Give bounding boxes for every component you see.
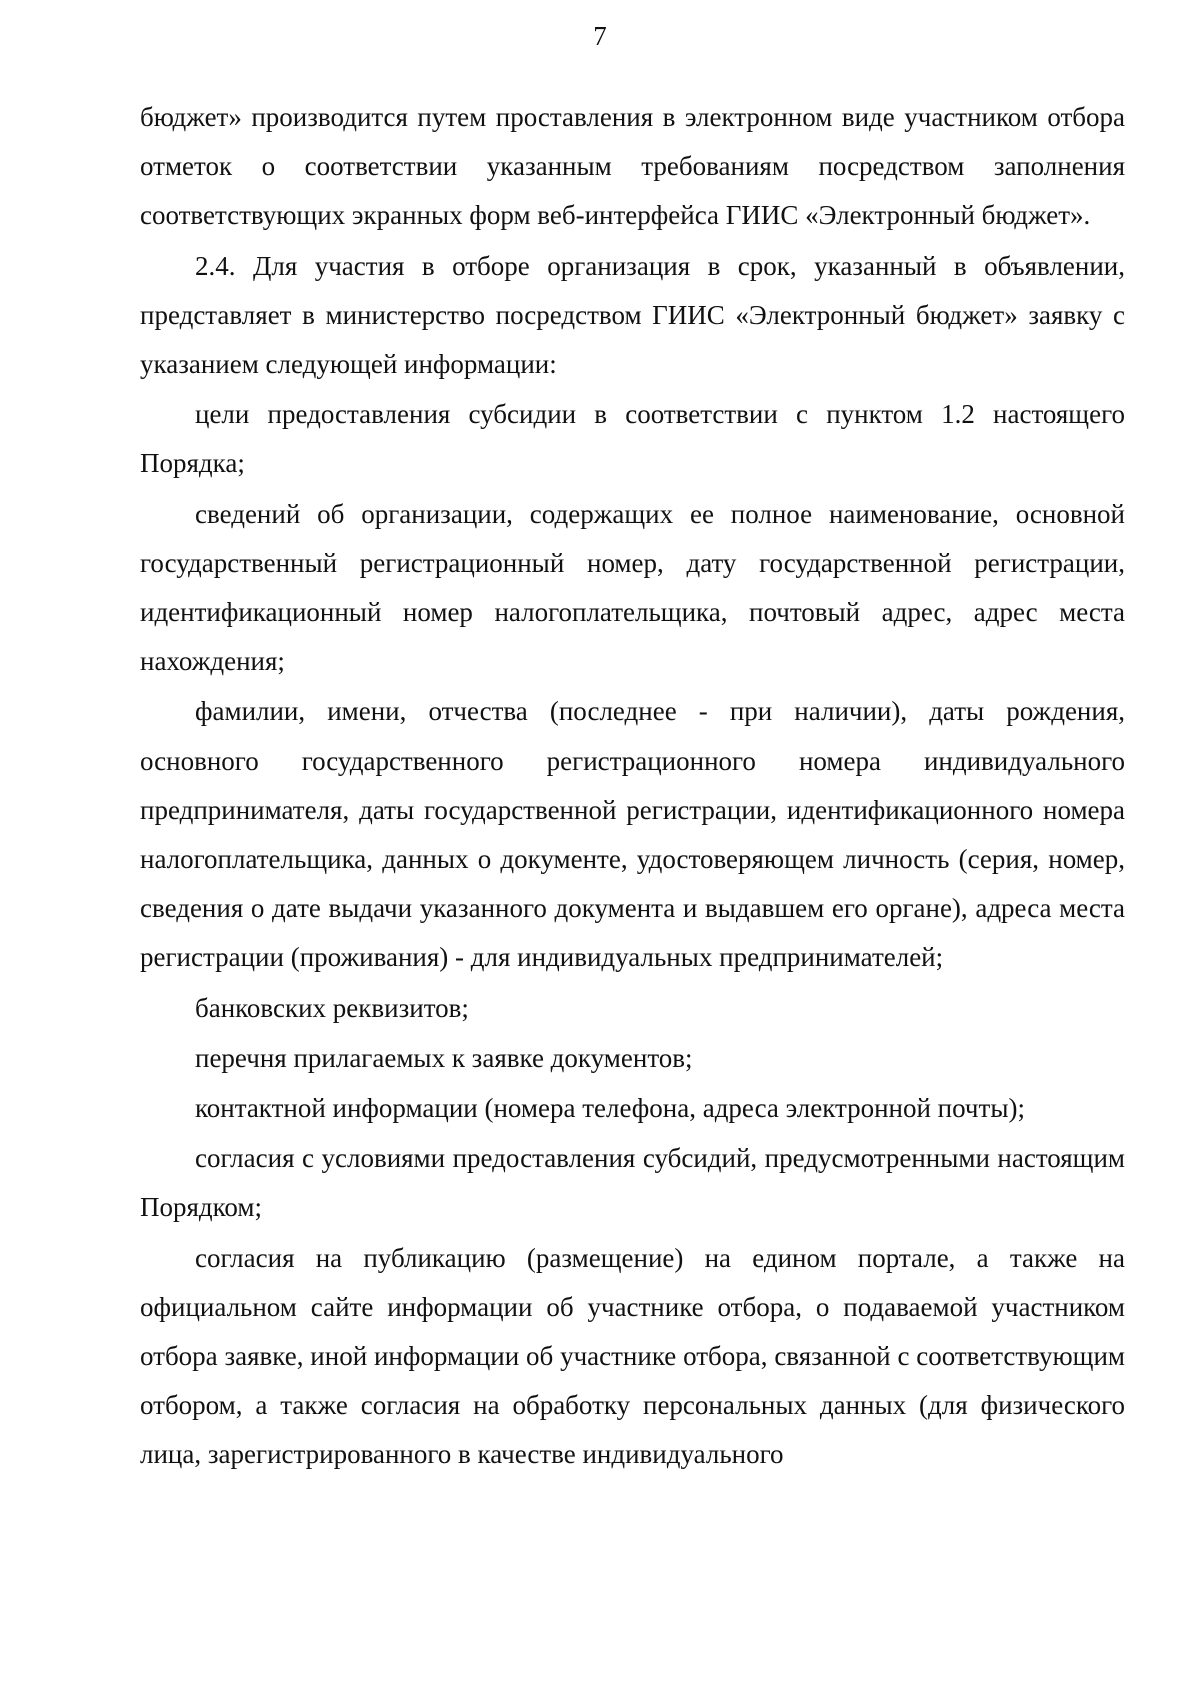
list-item-subsidy-goals: цели предоставления субсидии в соответствии с пунктом 1.2 настоящего Порядка; <box>140 399 1125 479</box>
page-number: 7 <box>593 21 607 51</box>
list-item-entrepreneur-info: фамилии, имени, отчества (последнее - при наличии), даты рождения, основного государственного регистрационного номера индивидуального предпринимателя, даты государственной регистрации, идентификационного номера налогоплательщика, данных о документе, удостоверяющем личность (серия, номер, сведения о дате выдачи указанного документа и выдавшем его органе), адреса места регистрации (проживания) - для индивидуальных предпринимателей; <box>140 696 1125 973</box>
list-item-contact-info: контактной информации (номера телефона, адреса электронной почты); <box>195 1093 1025 1124</box>
list-item-consent-publication: согласия на публикацию (размещение) на едином портале, а также на официальном сайте информации об участнике отбора, о подаваемой участником отбора заявке, иной информации об участнике отбора, связанной с соответствующим отбором, а также согласия на обработку персональных данных (для физического лица, зарегистрированного в качестве индивидуального <box>140 1242 1125 1470</box>
list-item-bank-details: банковских реквизитов; <box>195 992 469 1023</box>
document-body <box>140 93 1125 1480</box>
list-item-organization-info: сведений об организации, содержащих ее полное наименование, основной государственный регистрационный номер, дату государственной регистрации, идентификационный номер налогоплательщика, почтовый адрес, адрес места нахождения; <box>140 498 1125 677</box>
paragraph-continuation: бюджет» производится путем проставления в электронном виде участником отбора отметок о соответствии указанным требованиям посредством заполнения соответствующих экранных форм веб-интерфейса ГИИС «Электронный бюджет». <box>140 102 1125 231</box>
list-item-attached-documents: перечня прилагаемых к заявке документов; <box>195 1042 693 1073</box>
list-item-consent-conditions: согласия с условиями предоставления субсидий, предусмотренными настоящим Порядком; <box>140 1143 1125 1223</box>
paragraph-2-4: 2.4. Для участия в отборе организация в срок, указанный в объявлении, представляет в министерство посредством ГИИС «Электронный бюджет» заявку с указанием следующей информации: <box>140 250 1125 380</box>
